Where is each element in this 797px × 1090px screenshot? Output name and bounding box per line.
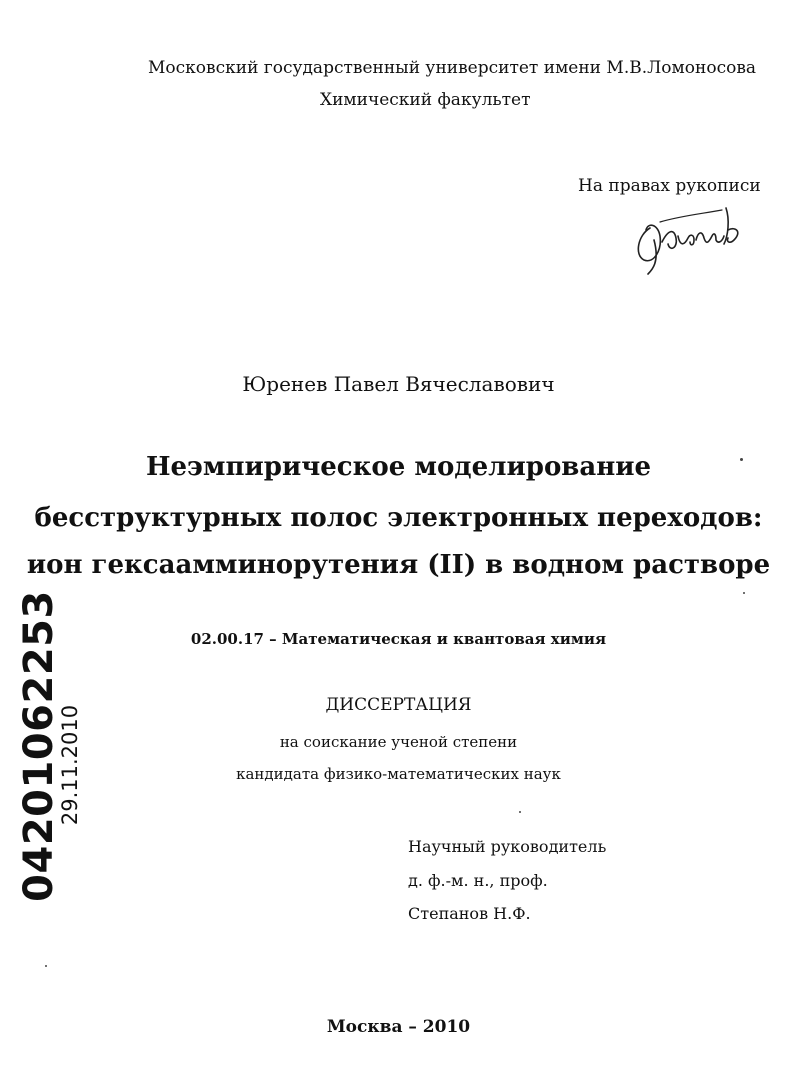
speciality-code: 02.00.17 – Математическая и квантовая химия — [190, 630, 607, 648]
degree-line-2: кандидата физико-математических наук — [236, 765, 561, 783]
scan-speck — [45, 965, 47, 967]
handwritten-signature — [630, 200, 745, 275]
thesis-type: ДИССЕРТАЦИЯ — [325, 695, 472, 715]
scan-speck — [743, 592, 745, 594]
city-year: Москва – 2010 — [326, 1017, 471, 1037]
supervisor-label: Научный руководитель — [408, 837, 607, 856]
title-line-3: ион гексаамминорутения (II) в водном растворе — [26, 550, 771, 580]
degree-line-1: на соискание ученой степени — [279, 733, 518, 751]
faculty-name: Химический факультет — [320, 90, 531, 110]
scan-speck — [519, 811, 521, 813]
manuscript-note: На правах рукописи — [578, 176, 761, 196]
university-name: Московский государственный университет имени М.В.Ломоносова — [148, 58, 757, 78]
stamp-date-text: 29.11.2010 — [58, 704, 82, 826]
supervisor-name: Степанов Н.Ф. — [408, 904, 531, 923]
stamp-number-text: 04201062253 — [16, 590, 62, 902]
library-stamp-date — [55, 700, 85, 830]
title-line-1: Неэмпирическое моделирование — [145, 452, 652, 482]
supervisor-rank: д. ф.-м. н., проф. — [408, 871, 548, 890]
author-name: Юренев Павел Вячеславович — [242, 372, 555, 396]
scan-speck — [740, 458, 743, 461]
title-line-2: бесструктурных полос электронных переходов: — [34, 503, 763, 533]
